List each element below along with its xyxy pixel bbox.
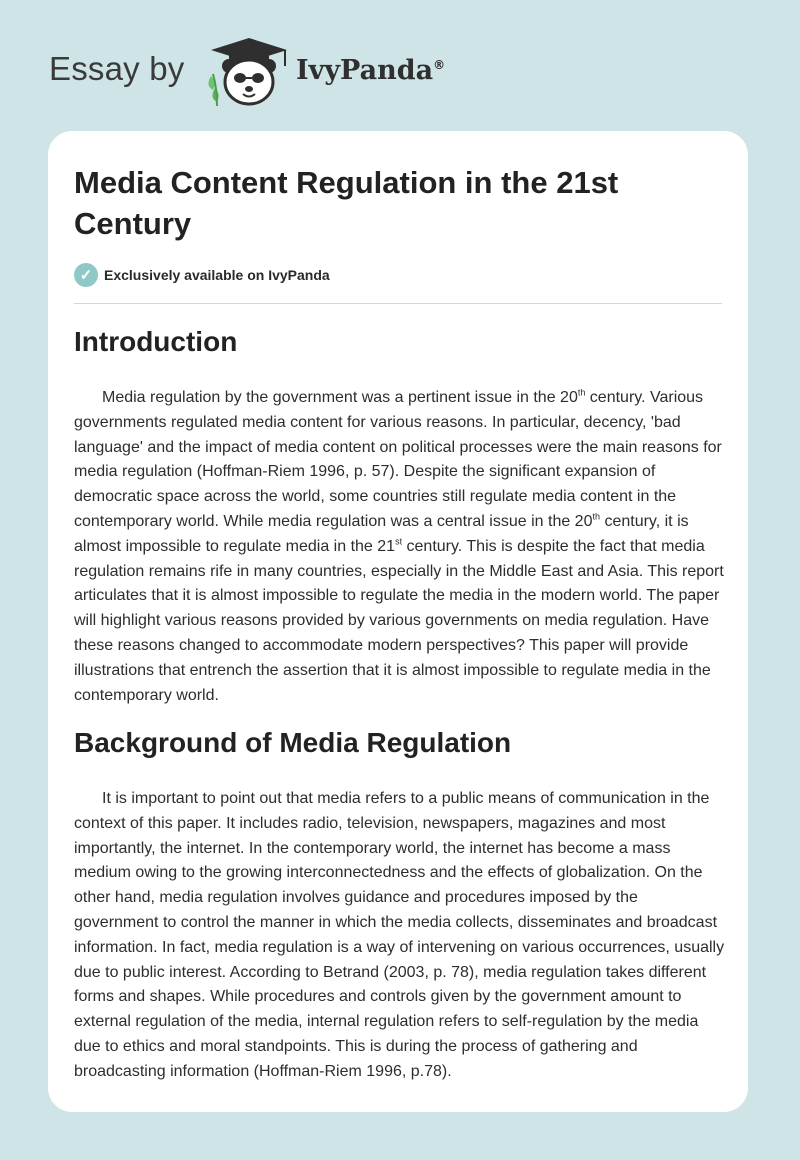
divider (74, 303, 722, 304)
checkmark-icon: ✓ (74, 263, 98, 287)
exclusive-badge-label: Exclusively available on IvyPanda (104, 267, 330, 283)
site-header (0, 0, 800, 130)
essay-title: Media Content Regulation in the 21st Century (74, 165, 619, 241)
essay-card (48, 131, 748, 1112)
background-paragraph: It is important to point out that media refers to a public means of communication in the context of this paper. It includes radio, television, newspapers, magazines and most importantly, the internet. In the contemporary world, the internet has become a mass medium owing to the growing interconnectedness and the effects of globalization. On the other hand, media regulation involves guidance and procedures imposed by the government to control the manner in which the media collects, disseminates and broadcast information. In fact, media regulation is a way of intervening on various occurrences, usually due to public interest. According to Betrand (2003, p. 78), media regulation takes different forms and shapes. While procedures and controls given by the government amount to external regulation of the media, internal regulation refers to self-regulation by the media due to ethics and moral standpoints. This is during the process of gathering and broadcasting information (Hoffman-Riem 1996, p.78). (74, 790, 725, 1080)
section-heading-introduction: Introduction (74, 326, 238, 357)
ivypanda-logo-icon[interactable] (203, 36, 295, 108)
introduction-paragraph: Media regulation by the government was a pertinent issue in the 20th century. Various governments regulated media content for various reasons. In particular, decency, 'bad language' and the impact of media content on political processes were the main reasons for media regulation (Hoffman-Riem 1996, p. 57). Despite the significant expansion of democratic space across the world, some countries still regulate media content in the contemporary world. While media regulation was a central issue in the 20th century, it is almost impossible to regulate media in the 21st century. This is despite the fact that media regulation remains rife in many countries, especially in the Middle East and Asia. This report articulates that it is almost impossible to regulate the media in the modern world. The paper will highlight various reasons provided by various governments on media regulation. Have these reasons changed to accommodate modern perspectives? This paper will provide illustrations that entrench the assertion that it is almost impossible to regulate media in the contemporary world. (74, 387, 724, 704)
essay-by-label: Essay by (49, 50, 185, 87)
ivypanda-brand-name[interactable]: IvyPanda® (296, 55, 446, 86)
section-heading-background: Background of Media Regulation (74, 727, 512, 758)
exclusive-badge (74, 263, 330, 287)
